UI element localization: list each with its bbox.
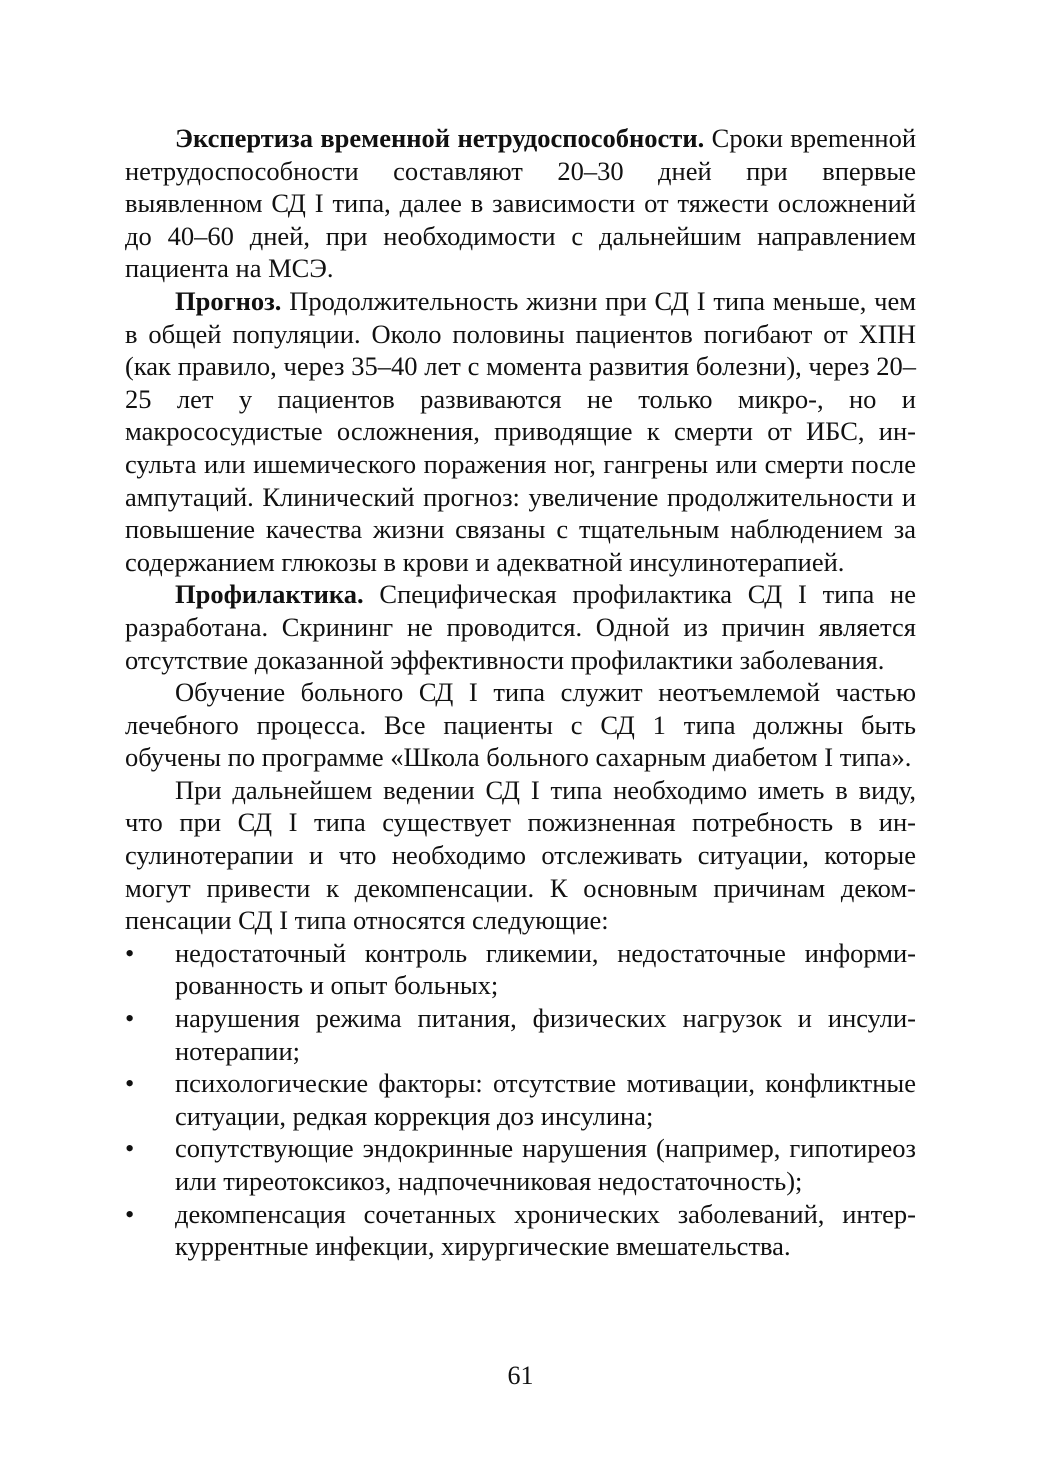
bullet-icon: • (125, 1068, 135, 1099)
list-item-text: психологические факторы: отсутствие мотивации, конфликтные ситуации, редкая коррекция доз инсулина; (175, 1068, 916, 1131)
paragraph-decompensation (125, 774, 916, 937)
paragraph-text: Обучение больного СД I типа служит неотъемлемой частью лечебного процесса. Все пациенты с СД 1 типа должны быть обучены по программе «Школа больного сахарным диабетом I типа». (125, 677, 916, 773)
list-item (125, 1002, 916, 1067)
heading-prognosis: Прогноз. (175, 285, 282, 316)
paragraph-work-capacity (125, 122, 916, 285)
bullet-icon: • (125, 937, 135, 968)
heading-prevention: Профилактика. (175, 579, 364, 610)
list-item-text: нарушения режима питания, физических нагрузок и инсулинотерапии; (175, 1003, 916, 1066)
paragraph-text: Специфическая профилактика СД I типа не разработана. Скрининг не проводится. Одной из причин является отсутствие доказанной эффективности профилактики заболевания. (125, 579, 916, 675)
paragraph-text: Сроки вреmенной нетрудоспособности составляют 20–30 дней при впервые выявленном СД I типа, далее в зависимости от тяжести осложнений до 40–60 дней, при необходимости с дальнейшим направлением пациента на МСЭ. (125, 123, 916, 284)
list-item-text: декомпенсация сочетанных хронических заболеваний, интеркуррентные инфекции, хирургические вмешательства. (175, 1198, 916, 1262)
bullet-icon: • (125, 1198, 135, 1229)
list-item-text: недостаточный контроль гликемии, недостаточные информированность и опыт больных; (175, 937, 916, 1001)
heading-work-capacity: Экспертиза временной нетрудоспособности. (175, 123, 705, 153)
paragraph-text: При дальнейшем ведении СД I типа необходимо иметь в виду, что при СД I типа существует пожизненная потребность в инсулинотерапии и что необходимо отслеживать ситуации, которые могут привести к декомпенсации. К основным причинам декомпенсации СД I типа относятся следующие: (125, 774, 916, 936)
bullet-icon: • (125, 1003, 135, 1034)
list-item (125, 1132, 916, 1197)
paragraph-education (125, 676, 916, 774)
list-item (125, 1067, 916, 1132)
list-item (125, 937, 916, 1002)
decompensation-causes-list (125, 937, 916, 1263)
paragraph-text: Продолжительность жизни при СД I типа меньше, чем в общей популяции. Около половины пациентов погибают от ХПН (как правило, через 35–40 лет с момента развития болезни), через 20–25 лет у пациентов развиваются не только микро-, но и макрососудистые осложнения, приводящие к смерти от ИБС, инсульта или ишемического поражения ног, гангрены или смерти после ампутаций. Клинический прогноз: увеличение продолжительности и повышение качества жизни связаны с тщательным наблюдением за содержанием глюкозы в крови и адекватной инсулинотерапией. (125, 285, 916, 577)
paragraph-prognosis (125, 285, 916, 578)
bullet-icon: • (125, 1133, 135, 1164)
list-item (125, 1198, 916, 1263)
page-number: 61 (507, 1361, 534, 1390)
list-item-text: сопутствующие эндокринные нарушения (например, гипотиреоз или тиреотоксикоз, надпочечниковая недостаточность); (175, 1133, 916, 1196)
paragraph-prevention (125, 578, 916, 676)
